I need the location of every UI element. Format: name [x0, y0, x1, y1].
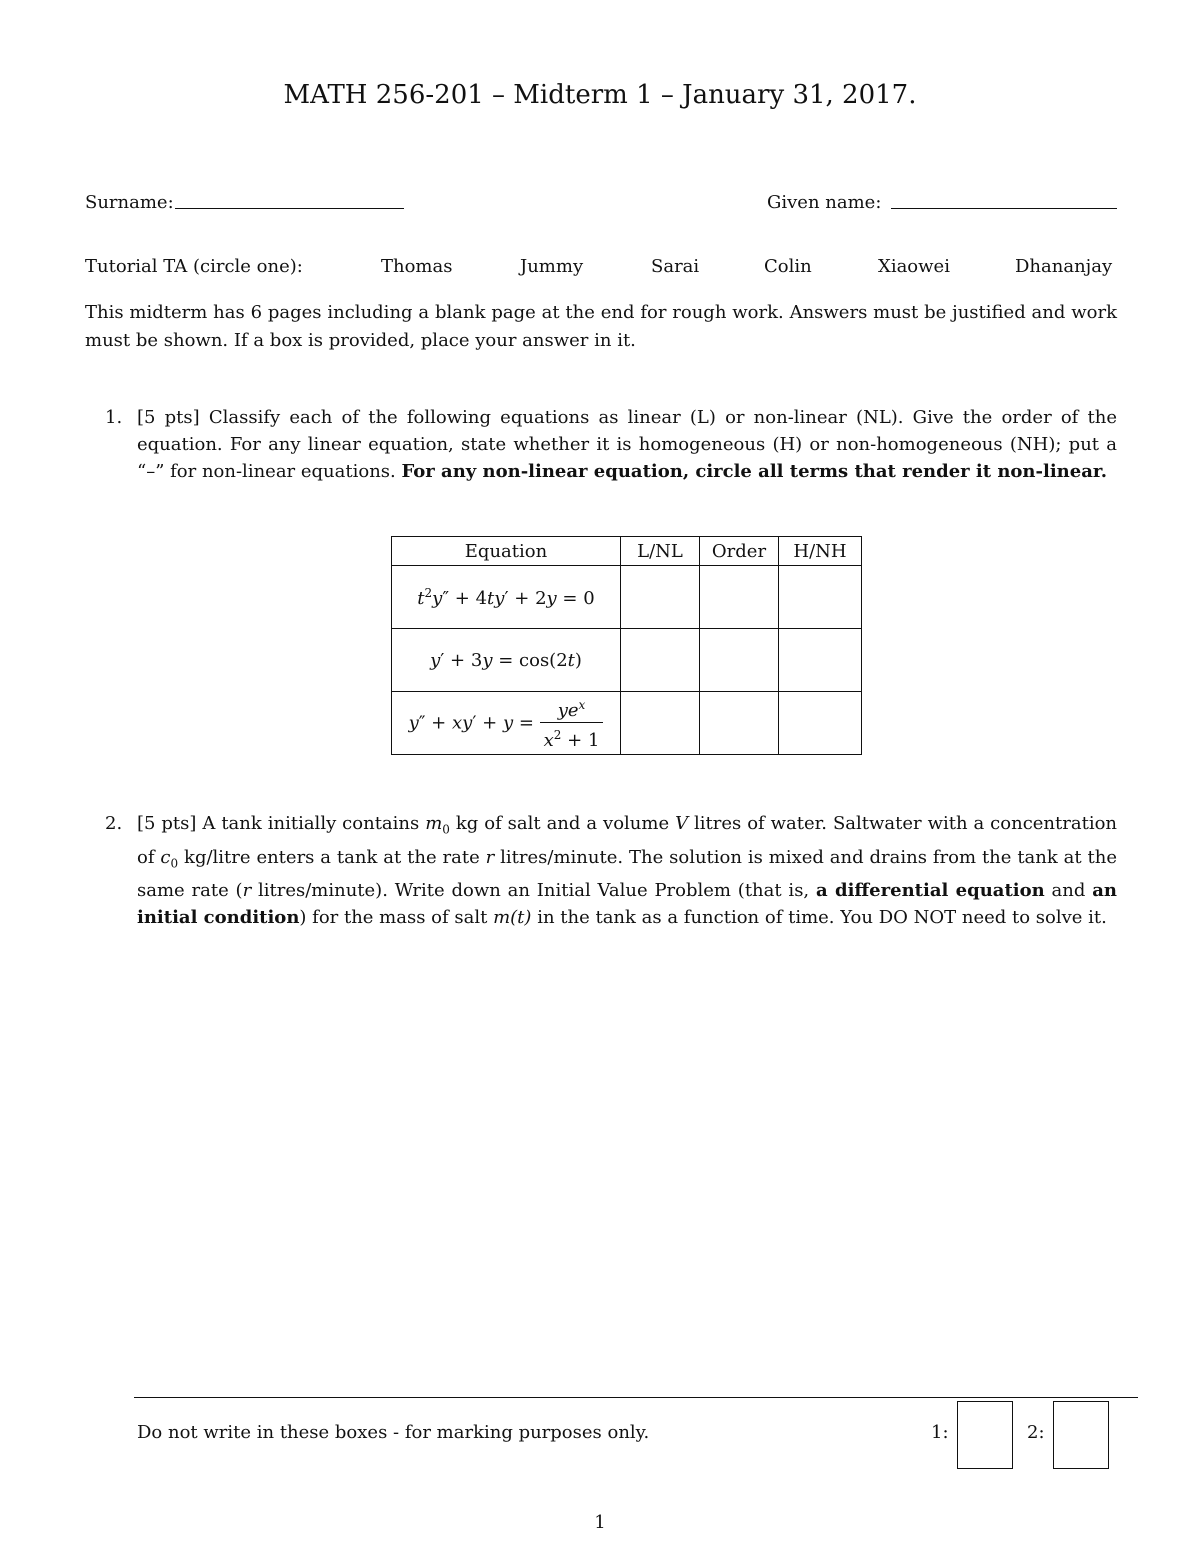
- table-row: [392, 692, 862, 755]
- mark-box-1: [957, 1401, 1013, 1469]
- var-r: r: [485, 846, 495, 868]
- answer-cell-l-nl-3[interactable]: [621, 692, 700, 755]
- var-c0: c: [160, 846, 171, 868]
- var-m0-subscript: 0: [442, 822, 450, 837]
- mark-box-2: [1053, 1401, 1109, 1469]
- header-equation: Equation: [392, 537, 621, 566]
- question-2-text: litres/minute. The solution is mixed and drains from the tank at the same rate (: [137, 846, 1118, 902]
- question-2-text: litres of water. Saltwater with a concentration of: [137, 813, 1118, 868]
- given-name-label: Given name:: [767, 192, 882, 213]
- ta-option-dhananjay[interactable]: Dhananjay: [1015, 256, 1113, 277]
- answer-cell-h-nh-1[interactable]: [779, 566, 862, 629]
- header-h-nh: H/NH: [779, 537, 862, 566]
- question-2: [105, 810, 1117, 931]
- mark-box-1-label: 1:: [931, 1422, 949, 1443]
- answer-area[interactable]: [85, 950, 1117, 1380]
- surname-label: Surname:: [85, 192, 174, 213]
- ta-option-sarai[interactable]: Sarai: [651, 256, 700, 277]
- page-title: MATH 256-201 – Midterm 1 – January 31, 2017.: [283, 80, 917, 110]
- var-v: V: [675, 813, 689, 834]
- question-2-bold-a: a differential equation: [815, 880, 1045, 902]
- classification-table: [391, 536, 862, 755]
- equation-1: $t^2y'' + 4ty' + 2y = 0$: [392, 566, 621, 629]
- question-2-text: kg/litre enters a tank at the rate: [184, 846, 480, 868]
- table-row: [392, 629, 862, 692]
- header-l-nl: L/NL: [621, 537, 700, 566]
- question-2-text: and: [1051, 880, 1086, 902]
- mark-box-2-label: 2:: [1027, 1422, 1045, 1443]
- question-1: [105, 404, 1117, 485]
- ta-option-thomas[interactable]: Thomas: [381, 256, 453, 277]
- question-2-text: in the tank as a function of time. You DO NOT need to solve it.: [537, 907, 1107, 929]
- answer-cell-l-nl-1[interactable]: [621, 566, 700, 629]
- tutorial-ta-label: Tutorial TA (circle one):: [85, 256, 303, 277]
- fraction: $\frac{ye^x}{x^2 + 1}$: [540, 694, 604, 753]
- surname-field[interactable]: [175, 208, 404, 209]
- equation-2: y′ + 3y = cos(2t): [392, 629, 621, 692]
- given-name-field[interactable]: [891, 208, 1117, 209]
- question-1-number: 1.: [105, 407, 123, 428]
- page-number: 1: [594, 1512, 606, 1533]
- question-2-text: kg of salt and a volume: [455, 813, 670, 834]
- answer-cell-l-nl-2[interactable]: [621, 629, 700, 692]
- answer-cell-order-2[interactable]: [700, 629, 779, 692]
- equation-3: y″ + xy′ + y = $\frac{ye^x}{x^2 + 1}$: [392, 692, 621, 755]
- question-2-text: litres/minute). Write down an Initial Value Problem (that is,: [257, 880, 810, 902]
- question-2-text: A tank initially contains: [202, 813, 420, 834]
- var-r: r: [242, 880, 252, 902]
- header-order: Order: [700, 537, 779, 566]
- ta-option-xiaowei[interactable]: Xiaowei: [878, 256, 950, 277]
- question-1-bold-instruction: For any non-linear equation, circle all terms that render it non-linear.: [401, 461, 1107, 482]
- ta-option-colin[interactable]: Colin: [764, 256, 812, 277]
- instructions-paragraph: This midterm has 6 pages including a blank page at the end for rough work. Answers must be justified and work must be shown. If a box is provided, place your answer in it.: [85, 302, 1117, 351]
- var-c0-subscript: 0: [170, 856, 179, 871]
- var-m-t: m(t): [493, 907, 532, 929]
- marking-note: Do not write in these boxes - for marking purposes only.: [137, 1422, 650, 1443]
- answer-cell-order-1[interactable]: [700, 566, 779, 629]
- answer-cell-h-nh-2[interactable]: [779, 629, 862, 692]
- ta-option-jummy[interactable]: Jummy: [520, 256, 584, 277]
- question-2-text: ) for the mass of salt: [299, 907, 488, 929]
- answer-cell-order-3[interactable]: [700, 692, 779, 755]
- question-1-points: [5 pts]: [137, 407, 200, 428]
- table-row: [392, 566, 862, 629]
- question-2-number: 2.: [105, 813, 123, 834]
- footer-divider: [134, 1397, 1138, 1398]
- question-1-text: Classify each of the following equations as linear (L) or non-linear (NL). Give the order of the equation. For any linear equation, state whether it is homogeneous (H) or non-homogeneous (NH); put a “–” for non-linear equations.: [137, 407, 1117, 482]
- var-m0: m: [425, 813, 443, 834]
- answer-cell-h-nh-3[interactable]: [779, 692, 862, 755]
- question-2-points: [5 pts]: [137, 813, 197, 834]
- question-2-bold-b: an initial condition: [137, 880, 1117, 929]
- table-header-row: [392, 537, 862, 566]
